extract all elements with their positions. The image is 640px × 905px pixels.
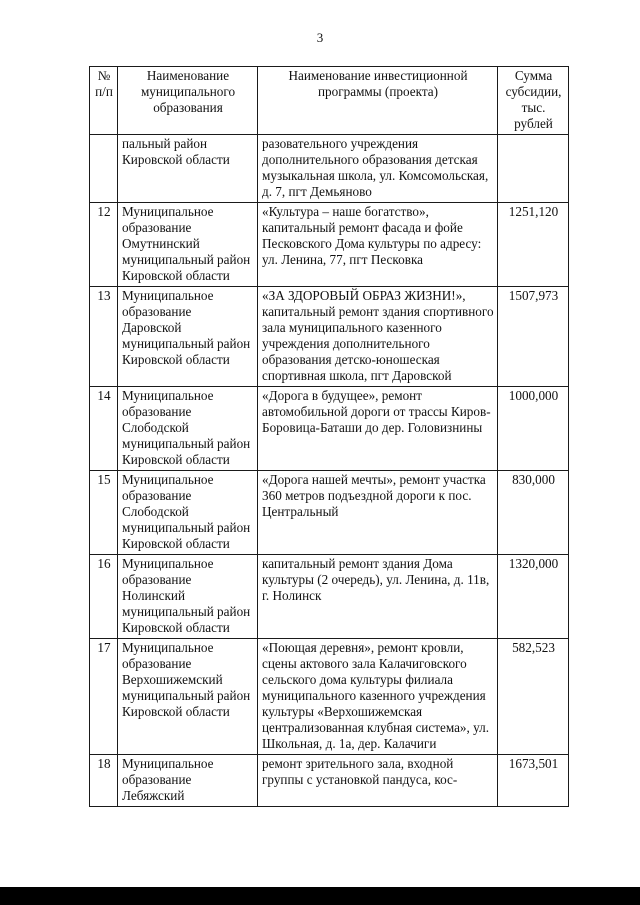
row-sum: 1507,973 <box>498 287 569 387</box>
row-program: «Дорога в будущее», ремонт автомобильной дороги от трассы Киров-Боровица-Баташи до дер. Головизнины <box>258 387 498 471</box>
row-program: «Культура – наше богатство», капитальный ремонт фасада и фойе Песковского Дома культуры по адресу: ул. Ленина, 77, пгт Песковка <box>258 203 498 287</box>
row-sum: 1320,000 <box>498 555 569 639</box>
table-row <box>90 755 569 807</box>
table-row <box>90 135 569 203</box>
row-number: 18 <box>90 755 118 807</box>
row-number: 13 <box>90 287 118 387</box>
row-number: 12 <box>90 203 118 287</box>
table-row <box>90 555 569 639</box>
scan-edge-bar <box>0 887 640 905</box>
row-program: ремонт зрительного зала, входной группы с установкой пандуса, кос- <box>258 755 498 807</box>
table-row <box>90 387 569 471</box>
table-row <box>90 471 569 555</box>
row-sum: 830,000 <box>498 471 569 555</box>
header-sum: Сумма субсидии, тыс. рублей <box>498 67 569 135</box>
row-sum: 1251,120 <box>498 203 569 287</box>
row-number: 16 <box>90 555 118 639</box>
row-municipality: Муниципальное образование Даровской муниципальный район Кировской области <box>118 287 258 387</box>
row-program: «ЗА ЗДОРОВЫЙ ОБРАЗ ЖИЗНИ!», капитальный ремонт здания спортивного зала муниципального казенного учреждения дополнительного образования детско-юношеская спортивная школа, пгт Даровской <box>258 287 498 387</box>
row-number <box>90 135 118 203</box>
table-header-row <box>90 67 569 135</box>
row-number: 17 <box>90 639 118 755</box>
header-number: № п/п <box>90 67 118 135</box>
header-municipality: Наименование муниципального образования <box>118 67 258 135</box>
row-sum <box>498 135 569 203</box>
row-sum: 1673,501 <box>498 755 569 807</box>
table-row <box>90 203 569 287</box>
subsidy-table <box>89 66 569 807</box>
row-municipality: пальный район Кировской области <box>118 135 258 203</box>
row-program: разовательного учреждения дополнительного образования детская музыкальная школа, ул. Комсомольская, д. 7, пгт Демьяново <box>258 135 498 203</box>
page-number: 3 <box>316 30 324 45</box>
row-program: «Поющая деревня», ремонт кровли, сцены актового зала Калачиговского сельского дома культуры филиала муниципального казенного учреждения культуры «Верхошижемская централизованная клубная система», ул. Школьная, д. 1а, дер. Калачиги <box>258 639 498 755</box>
row-number: 15 <box>90 471 118 555</box>
table-row <box>90 639 569 755</box>
row-municipality: Муниципальное образование Нолинский муниципальный район Кировской области <box>118 555 258 639</box>
row-program: капитальный ремонт здания Дома культуры (2 очередь), ул. Ленина, д. 11в, г. Нолинск <box>258 555 498 639</box>
header-program: Наименование инвестиционной программы (проекта) <box>258 67 498 135</box>
table-row <box>90 287 569 387</box>
row-municipality: Муниципальное образование Слободской муниципальный район Кировской области <box>118 471 258 555</box>
row-municipality: Муниципальное образование Верхошижемский муниципальный район Кировской области <box>118 639 258 755</box>
row-municipality: Муниципальное образование Лебяжский <box>118 755 258 807</box>
row-sum: 582,523 <box>498 639 569 755</box>
row-sum: 1000,000 <box>498 387 569 471</box>
row-program: «Дорога нашей мечты», ремонт участка 360 метров подъездной дороги к пос. Центральный <box>258 471 498 555</box>
row-number: 14 <box>90 387 118 471</box>
row-municipality: Муниципальное образование Омутнинский муниципальный район Кировской области <box>118 203 258 287</box>
row-municipality: Муниципальное образование Слободской муниципальный район Кировской области <box>118 387 258 471</box>
